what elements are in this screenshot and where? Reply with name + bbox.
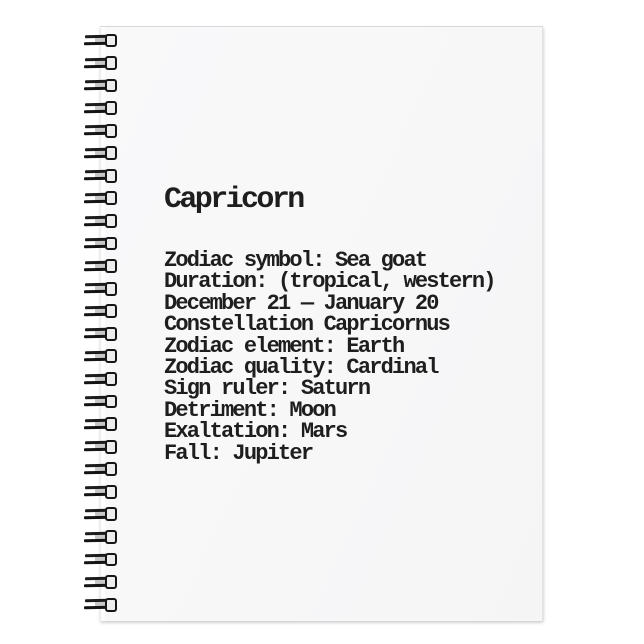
spiral-loop <box>84 101 119 116</box>
spiral-loop <box>84 33 119 48</box>
spiral-wire-ring <box>105 507 117 521</box>
spiral-wire-ring <box>105 553 117 567</box>
spiral-wire-ring <box>105 79 117 93</box>
spiral-wire-ring <box>105 282 117 296</box>
spiral-loop <box>84 236 119 251</box>
zodiac-info-line: Exaltation: Mars <box>164 419 347 445</box>
zodiac-info-line: Fall: Jupiter <box>164 440 313 466</box>
spiral-loop <box>84 372 119 387</box>
spiral-loop <box>84 78 119 93</box>
spiral-loop <box>84 462 119 477</box>
spiral-loop <box>84 394 119 409</box>
spiral-wire-ring <box>105 327 117 341</box>
spiral-loop <box>84 552 119 567</box>
spiral-loop <box>84 56 119 71</box>
spiral-loop <box>84 214 119 229</box>
zodiac-info-line: Constellation Capricornus <box>164 312 450 338</box>
spiral-loop <box>84 259 119 274</box>
spiral-wire-ring <box>105 304 117 318</box>
spiral-wire-ring <box>105 56 117 70</box>
spiral-loop <box>84 326 119 341</box>
spiral-loop <box>84 484 119 499</box>
spiral-wire-ring <box>105 530 117 544</box>
spiral-loop <box>84 281 119 296</box>
spiral-loop <box>84 304 119 319</box>
zodiac-info-line: December 21 — January 20 <box>164 290 438 316</box>
spiral-wire-ring <box>105 191 117 205</box>
spiral-wire-ring <box>105 575 117 589</box>
spiral-wire-ring <box>105 146 117 160</box>
zodiac-info-line: Sign ruler: Saturn <box>164 376 370 402</box>
spiral-wire-ring <box>105 485 117 499</box>
spiral-wire-ring <box>105 214 117 228</box>
spiral-wire-ring <box>105 598 117 612</box>
zodiac-info-line: Zodiac quality: Cardinal <box>164 355 438 381</box>
spiral-loop <box>84 575 119 590</box>
spiral-wire-ring <box>105 395 117 409</box>
spiral-loop <box>84 146 119 161</box>
spiral-loop <box>84 439 119 454</box>
spiral-loop <box>84 597 119 612</box>
spiral-wire-ring <box>105 349 117 363</box>
spiral-wire-ring <box>105 462 117 476</box>
spiral-loop <box>84 168 119 183</box>
spiral-wire-ring <box>105 440 117 454</box>
spiral-wire-ring <box>105 124 117 138</box>
spiral-wire-ring <box>105 259 117 273</box>
spiral-wire-ring <box>105 417 117 431</box>
zodiac-info-line: Duration: (tropical, western) <box>164 269 495 295</box>
spiral-wire-ring <box>105 34 117 48</box>
notebook-page <box>100 26 543 621</box>
spiral-loop <box>84 123 119 138</box>
spiral-loop <box>84 507 119 522</box>
spiral-loop <box>84 530 119 545</box>
spiral-loop <box>84 417 119 432</box>
spiral-wire-ring <box>105 169 117 183</box>
spiral-loop <box>84 349 119 364</box>
spiral-wire-ring <box>105 101 117 115</box>
zodiac-info <box>164 250 495 464</box>
spiral-loop <box>84 191 119 206</box>
page-title: Capricorn <box>164 183 303 217</box>
zodiac-info-line: Zodiac symbol: Sea goat <box>164 248 427 273</box>
spiral-wire-ring <box>105 237 117 251</box>
zodiac-info-line: Zodiac element: Earth <box>164 333 404 359</box>
spiral-binding <box>84 0 120 644</box>
spiral-wire-ring <box>105 372 117 386</box>
zodiac-info-line: Detriment: Moon <box>164 397 336 423</box>
